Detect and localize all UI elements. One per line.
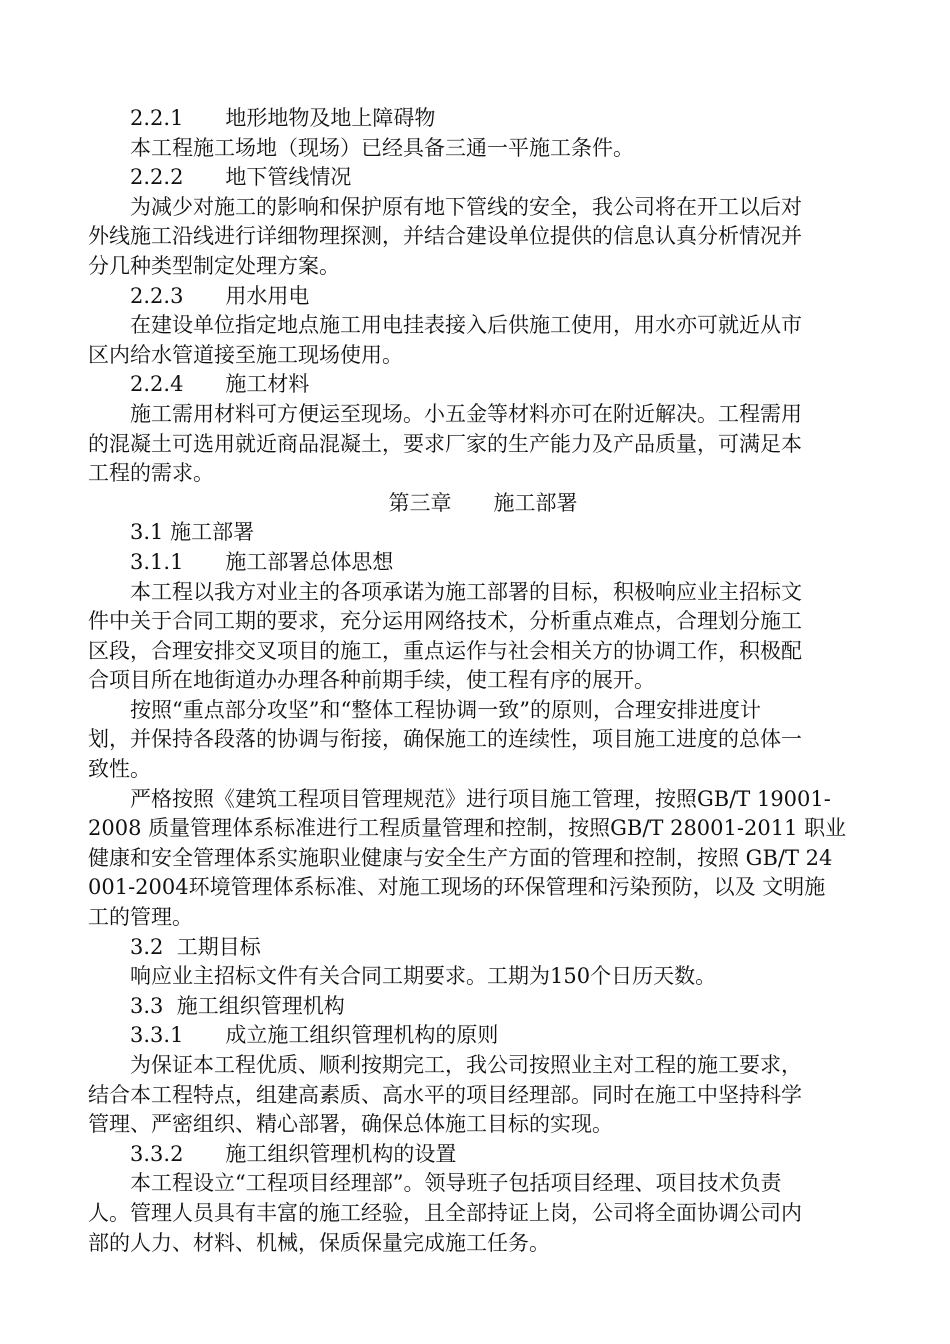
- section-heading-3-1: 3.1 施工部署: [130, 520, 255, 545]
- paragraph-line: 001-2004环境管理体系标准、对施工现场的环保管理和污染预防，以及 文明施: [88, 875, 826, 900]
- paragraph-line: 按照“重点部分攻坚”和“整体工程协调一致”的原则，合理安排进度计: [130, 697, 761, 722]
- paragraph-line: 分几种类型制定处理方案。: [88, 253, 340, 278]
- paragraph: [88, 962, 864, 992]
- paragraph-line: 响应业主招标文件有关合同工期要求。工期为150个日历天数。: [130, 964, 717, 989]
- paragraph: [88, 134, 864, 164]
- section-heading-3-3-2: 3.3.2 施工组织管理机构的设置: [130, 1141, 457, 1166]
- document-page: [88, 104, 864, 1258]
- chapter-title: 第三章 施工部署: [388, 490, 578, 515]
- paragraph: [88, 1169, 864, 1258]
- paragraph-line: 严格按照《建筑工程项目管理规范》进行项目施工管理，按照GB/T 19001-: [130, 786, 831, 811]
- paragraph-line: 划，并保持各段落的协调与衔接，确保施工的连续性，项目施工进度的总体一: [88, 727, 802, 752]
- paragraph-line: 外线施工沿线进行详细物理探测，并结合建设单位提供的信息认真分析情况并: [88, 224, 802, 249]
- paragraph-line: 为减少对施工的影响和保护原有地下管线的安全，我公司将在开工以后对: [130, 194, 802, 219]
- paragraph-line: 件中关于合同工期的要求，充分运用网络技术，分析重点难点，合理划分施工: [88, 609, 802, 634]
- paragraph: [88, 193, 864, 282]
- paragraph: [88, 400, 864, 489]
- paragraph-line: 施工需用材料可方便运至现场。小五金等材料亦可在附近解决。工程需用: [130, 401, 802, 426]
- section-heading-2-2-1: 2.2.1 地形地物及地上障碍物: [130, 106, 436, 130]
- paragraph: [88, 578, 864, 696]
- paragraph-line: 本工程设立“工程项目经理部”。领导班子包括项目经理、项目技术负责: [130, 1171, 782, 1196]
- paragraph-line: 健康和安全管理体系实施职业健康与安全生产方面的管理和控制，按照 GB/T 24: [88, 845, 833, 870]
- section-heading-2-2-4: 2.2.4 施工材料: [130, 372, 310, 397]
- paragraph-line: 为保证本工程优质、顺利按期完工，我公司按照业主对工程的施工要求，: [130, 1053, 802, 1077]
- section-heading-2-2-3: 2.2.3 用水用电: [130, 283, 310, 308]
- paragraph-line: 在建设单位指定地点施工用电挂表接入后供施工使用，用水亦可就近从市: [130, 313, 802, 338]
- paragraph-line: 区段，合理安排交叉项目的施工，重点运作与社会相关方的协调工作，积极配: [88, 638, 802, 663]
- paragraph-line: 区内给水管道接至施工现场使用。: [88, 342, 403, 367]
- paragraph-line: 部的人力、材料、机械，保质保量完成施工任务。: [88, 1230, 550, 1255]
- paragraph-line: 工的管理。: [88, 905, 193, 930]
- paragraph-line: 结合本工程特点，组建高素质、高水平的项目经理部。同时在施工中坚持科学: [88, 1082, 802, 1107]
- paragraph-line: 工程的需求。: [88, 461, 214, 486]
- paragraph: [88, 311, 864, 370]
- paragraph-line: 的混凝土可选用就近商品混凝土，要求厂家的生产能力及产品质量，可满足本: [88, 431, 802, 456]
- paragraph-line: 本工程施工场地（现场）已经具备三通一平施工条件。: [130, 135, 634, 160]
- paragraph-line: 致性。: [88, 757, 151, 782]
- paragraph-line: 人。管理人员具有丰富的施工经验，且全部持证上岗，公司将全面协调公司内: [88, 1200, 802, 1225]
- section-heading-3-3-1: 3.3.1 成立施工组织管理机构的原则: [130, 1023, 499, 1048]
- section-heading-3-2: 3.2 工期目标: [130, 934, 261, 959]
- paragraph-line: 合项目所在地街道办办理各种前期手续，使工程有序的展开。: [88, 668, 655, 693]
- section-heading-3-1-1: 3.1.1 施工部署总体思想: [130, 549, 394, 574]
- section-heading-2-2-2: 2.2.2 地下管线情况: [130, 165, 352, 190]
- paragraph-line: 2008 质量管理体系标准进行工程质量管理和控制，按照GB/T 28001-2011 职业: [88, 816, 847, 841]
- paragraph: [88, 1051, 864, 1140]
- paragraph-line: 管理、严密组织、精心部署，确保总体施工目标的实现。: [88, 1112, 613, 1137]
- section-heading-3-3: 3.3 施工组织管理机构: [130, 993, 345, 1018]
- paragraph-line: 本工程以我方对业主的各项承诺为施工部署的目标，积极响应业主招标文: [130, 579, 802, 604]
- paragraph: [88, 785, 864, 933]
- paragraph: [88, 696, 864, 785]
